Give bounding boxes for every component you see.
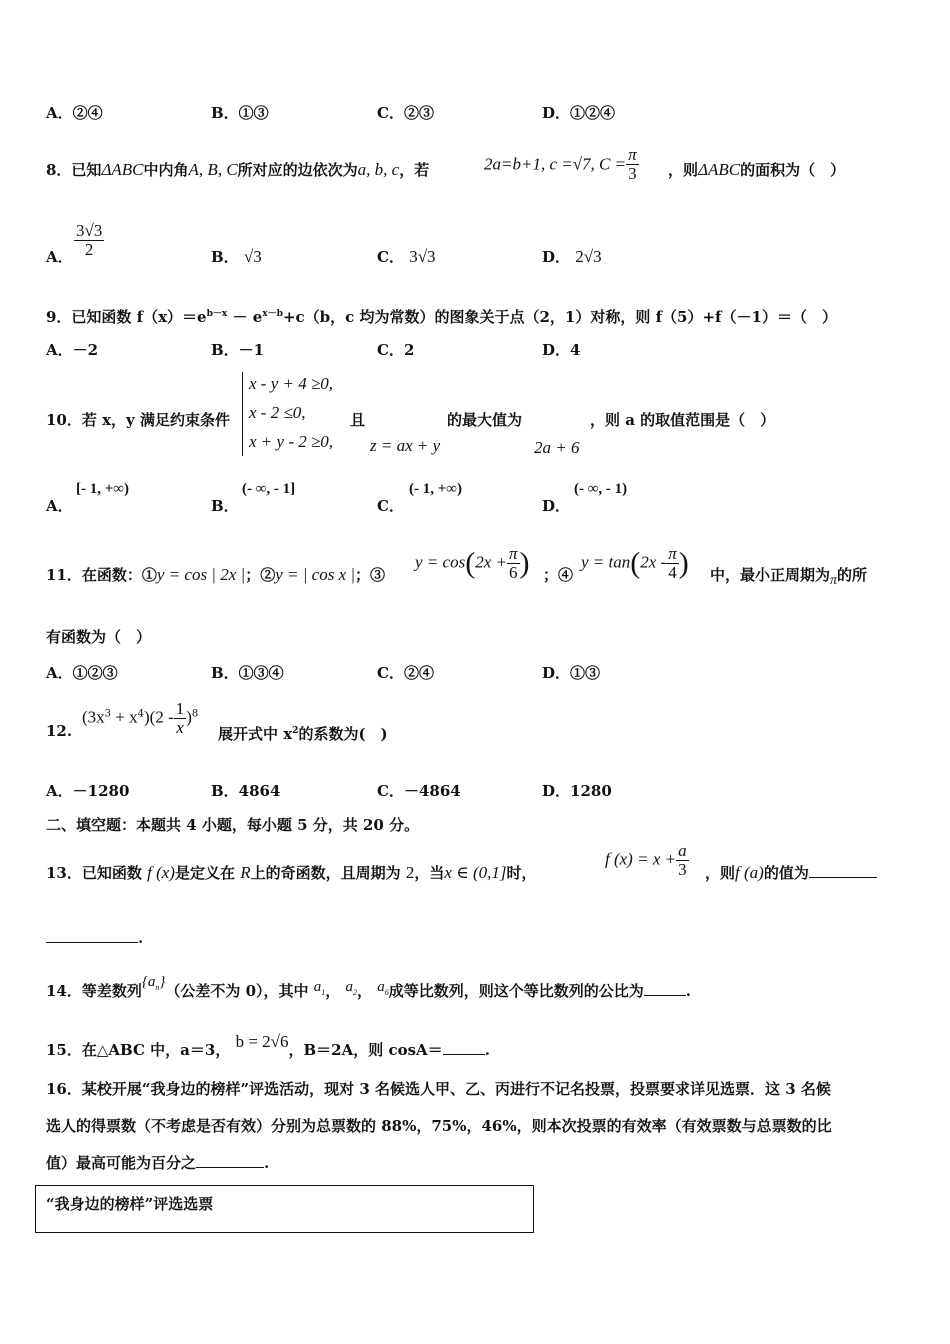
q10-option-a-value: [- 1, +∞) [76,481,129,497]
q16-line-3: 值）最高可能为百分之 . [46,1154,270,1172]
q11-option-b: B．①③④ [211,664,284,682]
q11-tail: 中，最小正周期为π的所 [710,566,868,588]
q15-stem: 15．在△ABC 中，a＝3， b = 2√6，B＝2A，则 cosA＝ . [46,1032,490,1059]
q10-and: 且 [350,411,366,429]
q10-option-d-value: (- ∞, - 1) [574,481,628,497]
q10-option-b-label: B． [211,497,239,515]
q10-option-b-value: (- ∞, - 1] [242,481,296,497]
q12-option-c: C．－4864 [377,782,461,800]
q9-option-a: A．－2 [46,341,99,359]
section-2-heading: 二、填空题：本题共 4 小题，每小题 5 分，共 20 分。 [46,816,420,834]
q8-condition: 2a=b+1, c =√7, C = $\frac{\pi}{3}$ [484,145,637,183]
q8-stem: 8．已知ΔABC中内角A, B, C所对应的边依次为a, b, c，若 [46,160,430,179]
q14-stem: 14．等差数列$\{a_n\}$（公差不为 0），其中 $a_1$， $a_2$， $a_6$成等比数列，则这个等比数列的公比为 . [46,974,691,1000]
q10-max-label: 的最大值为 [447,411,523,429]
q12-expression: $(3x^3 + x^4)(2$ - $\frac{1}{x}$ )$^8$ [82,699,199,737]
q11-stem: 11．在函数：①y = cos | 2x |；②y = | cos x |；③ [46,565,386,584]
q11-sep-4: ；④ [543,566,574,584]
q11-function-3: y = cos(2x + $\frac{\pi}{6}$ ) [415,544,530,582]
q7-option-a: A．②④ [46,104,103,122]
q11-function-4: y = tan(2x - $\frac{\pi}{4}$ ) [581,544,689,582]
q12-option-d: D．1280 [542,782,612,800]
q10-brace [242,372,243,456]
q9-stem: 9．已知函数 $f(x)=e^{b-x} - e^{x-b}+c(b$，c 均为常数）的图象关于点（2，1）对称，则 f（5）+f（－1）＝（ ） [46,308,837,326]
q10-option-c-label: C． [377,497,404,515]
q8-tail: ，则ΔABC的面积为（ ） [668,160,846,179]
q10-constraint-2: x - 2 ≤0, [249,403,306,422]
q12-option-b: B．4864 [211,782,281,800]
q10-constraint-1: x - y + 4 ≥0, [249,374,334,393]
q16-line-2: 选人的得票数（不考虑是否有效）分别为总票数的 88%，75%，46%，则本次投票的有效率（有效票数与总票数的比 [46,1117,832,1135]
q10-tail: ，则 a 的取值范围是（ ） [590,411,776,429]
q12-tail: 展开式中 $x^2$的系数为( ) [218,725,388,743]
q7-option-d: D．①②④ [542,104,616,122]
q10-option-c-value: (- 1, +∞) [409,481,462,497]
q9-option-d: D．4 [542,341,581,359]
q10-constraint-3: x + y - 2 ≥0, [249,432,334,451]
q13-stem: 13．已知函数 f (x)是定义在 R上的奇函数，且周期为 2，当x ∈ (0,1]时， [46,863,537,882]
ballot-title: “我身边的榜样”评选选票 [46,1195,214,1213]
q10-max-value: 2a + 6 [534,438,580,457]
q12-option-a: A．－1280 [46,782,130,800]
q11-option-c: C．②④ [377,664,434,682]
q10-option-d-label: D． [542,497,571,515]
q9-option-b: B．－1 [211,341,265,359]
q12-number: 12. [46,722,73,740]
q8-option-a-value: $\frac{3√3}{2}$ [76,221,103,259]
q8-option-a-label: A． [46,248,73,266]
q13-answer-blank[interactable]: . [46,928,143,948]
q11-option-a: A．①②③ [46,664,118,682]
q13-definition: f (x) = x + $\frac{a}{3}$ [605,841,687,879]
q10-stem: 10．若 x，y 满足约束条件 [46,411,230,429]
q10-objective: z = ax + y [370,436,441,455]
q11-line2: 有函数为（ ） [46,628,152,646]
q10-option-a-label: A． [46,497,73,515]
q16-line-1: 16．某校开展“我身边的榜样”评选活动，现对 3 名候选人甲、乙、丙进行不记名投票，投票要求详见选票．这 3 名候 [46,1080,831,1098]
q8-option-d: D． 2√3 [542,247,602,266]
q11-option-d: D．①③ [542,664,601,682]
q8-option-c: C． 3√3 [377,247,436,266]
q7-option-b: B．①③ [211,104,269,122]
q7-option-c: C．②③ [377,104,434,122]
q13-tail: ，则f (a)的值为 [705,863,877,883]
q9-option-c: C．2 [377,341,415,359]
q8-option-b: B． √3 [211,247,262,266]
